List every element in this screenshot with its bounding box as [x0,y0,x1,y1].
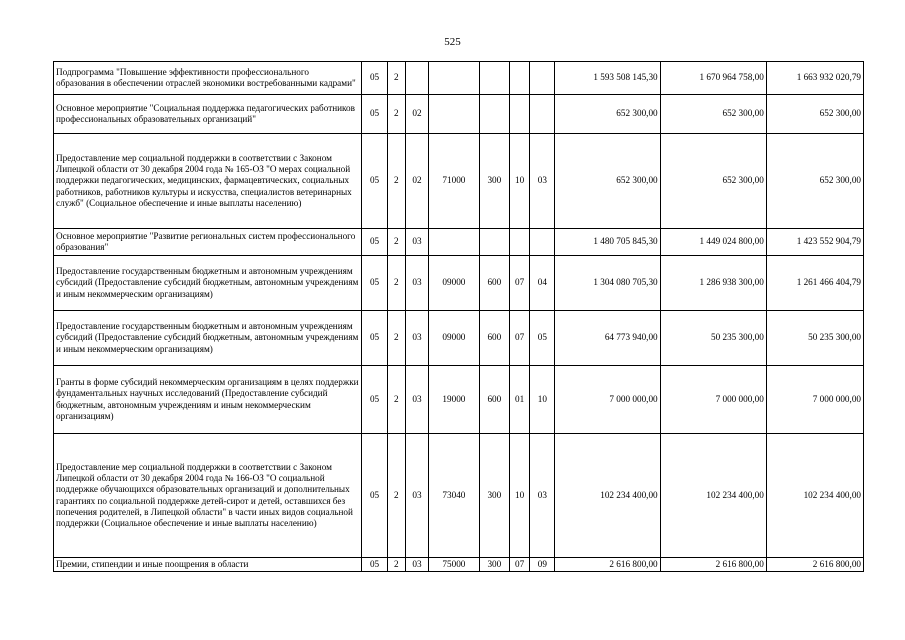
cell-subsection: 09 [530,558,555,572]
cell-expense-type: 300 [479,134,509,229]
cell-amount-year-2: 102 234 400,00 [660,434,766,558]
cell-section: 01 [510,366,530,434]
cell-amount-year-3: 7 000 000,00 [766,366,863,434]
cell-code-3: 03 [405,434,428,558]
cell-amount-year-1: 652 300,00 [555,95,660,134]
cell-code-1: 05 [362,229,387,256]
table-row [54,434,864,558]
cell-amount-year-3: 2 616 800,00 [766,558,863,572]
cell-subsection: 04 [530,256,555,311]
table-row [54,558,864,572]
cell-amount-year-1: 1 593 508 145,30 [555,62,660,95]
cell-amount-year-3: 652 300,00 [766,134,863,229]
cell-amount-year-2: 2 616 800,00 [660,558,766,572]
cell-code-2: 2 [387,366,405,434]
row-name-cell: Основное мероприятие "Развитие региональных систем профессионального образования" [54,229,362,256]
cell-target-article: 73040 [429,434,480,558]
cell-code-1: 05 [362,256,387,311]
cell-amount-year-1: 652 300,00 [555,134,660,229]
cell-expense-type [479,229,509,256]
cell-code-3: 03 [405,229,428,256]
cell-code-3: 02 [405,95,428,134]
cell-subsection [530,229,555,256]
cell-section [510,229,530,256]
row-name-cell: Основное мероприятие "Социальная поддержка педагогических работников профессиональных образовательных организаций" [54,95,362,134]
cell-code-1: 05 [362,311,387,366]
cell-section: 07 [510,311,530,366]
row-name-cell: Предоставление государственным бюджетным и автономным учреждениям субсидий (Предоставление субсидий бюджетным, автономным учреждениям и иным некоммерческим организациям) [54,256,362,311]
cell-target-article [429,95,480,134]
cell-amount-year-3: 1 423 552 904,79 [766,229,863,256]
cell-target-article [429,62,480,95]
cell-subsection: 10 [530,366,555,434]
table-row [54,366,864,434]
cell-subsection: 05 [530,311,555,366]
cell-subsection [530,95,555,134]
cell-amount-year-2: 1 286 938 300,00 [660,256,766,311]
cell-code-1: 05 [362,434,387,558]
cell-expense-type [479,62,509,95]
cell-amount-year-2: 1 449 024 800,00 [660,229,766,256]
cell-amount-year-3: 102 234 400,00 [766,434,863,558]
cell-target-article: 09000 [429,311,480,366]
row-name-cell: Премии, стипендии и иные поощрения в области [54,558,362,572]
cell-code-2: 2 [387,62,405,95]
cell-code-1: 05 [362,62,387,95]
cell-amount-year-3: 1 261 466 404,79 [766,256,863,311]
cell-amount-year-2: 50 235 300,00 [660,311,766,366]
cell-code-2: 2 [387,134,405,229]
cell-code-1: 05 [362,134,387,229]
cell-subsection [530,62,555,95]
cell-code-2: 2 [387,434,405,558]
cell-section: 07 [510,256,530,311]
cell-code-1: 05 [362,558,387,572]
cell-code-3: 03 [405,366,428,434]
cell-code-2: 2 [387,558,405,572]
cell-target-article: 19000 [429,366,480,434]
cell-subsection: 03 [530,434,555,558]
row-name-cell: Предоставление мер социальной поддержки в соответствии с Законом Липецкой области от 30 декабря 2004 года № 166-ОЗ "О социальной поддержке обучающихся образовательных организаций и дополнительных гарантиях по социальной поддержке детей-сирот и детей, оставшихся без попечения родителей, в Липецкой области" в части иных видов социальной поддержки (Социальное обеспечение и иные выплаты населению) [54,434,362,558]
cell-amount-year-1: 7 000 000,00 [555,366,660,434]
cell-amount-year-2: 652 300,00 [660,134,766,229]
cell-section [510,95,530,134]
cell-amount-year-1: 1 480 705 845,30 [555,229,660,256]
cell-code-3: 03 [405,311,428,366]
table-row [54,62,864,95]
cell-code-2: 2 [387,229,405,256]
cell-amount-year-1: 1 304 080 705,30 [555,256,660,311]
cell-expense-type: 300 [479,558,509,572]
row-name-cell: Гранты в форме субсидий некоммерческим организациям в целях поддержки фундаментальных научных исследований (Предоставление субсидий бюджетным, автономным учреждениям и иным некоммерческим организациям) [54,366,362,434]
table-row [54,256,864,311]
cell-amount-year-3: 652 300,00 [766,95,863,134]
cell-amount-year-1: 2 616 800,00 [555,558,660,572]
cell-section: 07 [510,558,530,572]
cell-expense-type: 600 [479,311,509,366]
cell-amount-year-2: 1 670 964 758,00 [660,62,766,95]
row-name-cell: Подпрограмма "Повышение эффективности профессионального образования в обеспечении отраслей экономики востребованными кадрами" [54,62,362,95]
cell-code-1: 05 [362,366,387,434]
cell-code-2: 2 [387,311,405,366]
cell-code-3: 03 [405,256,428,311]
cell-target-article: 09000 [429,256,480,311]
cell-subsection: 03 [530,134,555,229]
cell-target-article: 75000 [429,558,480,572]
cell-amount-year-2: 7 000 000,00 [660,366,766,434]
cell-amount-year-3: 50 235 300,00 [766,311,863,366]
cell-expense-type [479,95,509,134]
row-name-cell: Предоставление государственным бюджетным и автономным учреждениям субсидий (Предоставление субсидий бюджетным, автономным учреждениям и иным некоммерческим организациям) [54,311,362,366]
cell-code-3: 02 [405,134,428,229]
cell-expense-type: 600 [479,256,509,311]
row-name-cell: Предоставление мер социальной поддержки в соответствии с Законом Липецкой области от 30 декабря 2004 года № 165-ОЗ "О мерах социальной поддержки педагогических, медицинских, фармацевтических, социальных работников, работников культуры и искусства, специалистов ветеринарных служб" (Социальное обеспечение и иные выплаты населению) [54,134,362,229]
cell-amount-year-1: 64 773 940,00 [555,311,660,366]
table-row [54,311,864,366]
cell-expense-type: 600 [479,366,509,434]
page-number: 525 [444,36,461,48]
cell-code-3 [405,62,428,95]
budget-table [53,61,864,572]
cell-amount-year-3: 1 663 932 020,79 [766,62,863,95]
table-row [54,229,864,256]
cell-code-3: 03 [405,558,428,572]
cell-expense-type: 300 [479,434,509,558]
cell-section: 10 [510,434,530,558]
cell-code-2: 2 [387,95,405,134]
cell-target-article [429,229,480,256]
cell-target-article: 71000 [429,134,480,229]
cell-amount-year-2: 652 300,00 [660,95,766,134]
cell-section: 10 [510,134,530,229]
table-row [54,95,864,134]
cell-section [510,62,530,95]
table-row [54,134,864,229]
cell-amount-year-1: 102 234 400,00 [555,434,660,558]
cell-code-2: 2 [387,256,405,311]
cell-code-1: 05 [362,95,387,134]
